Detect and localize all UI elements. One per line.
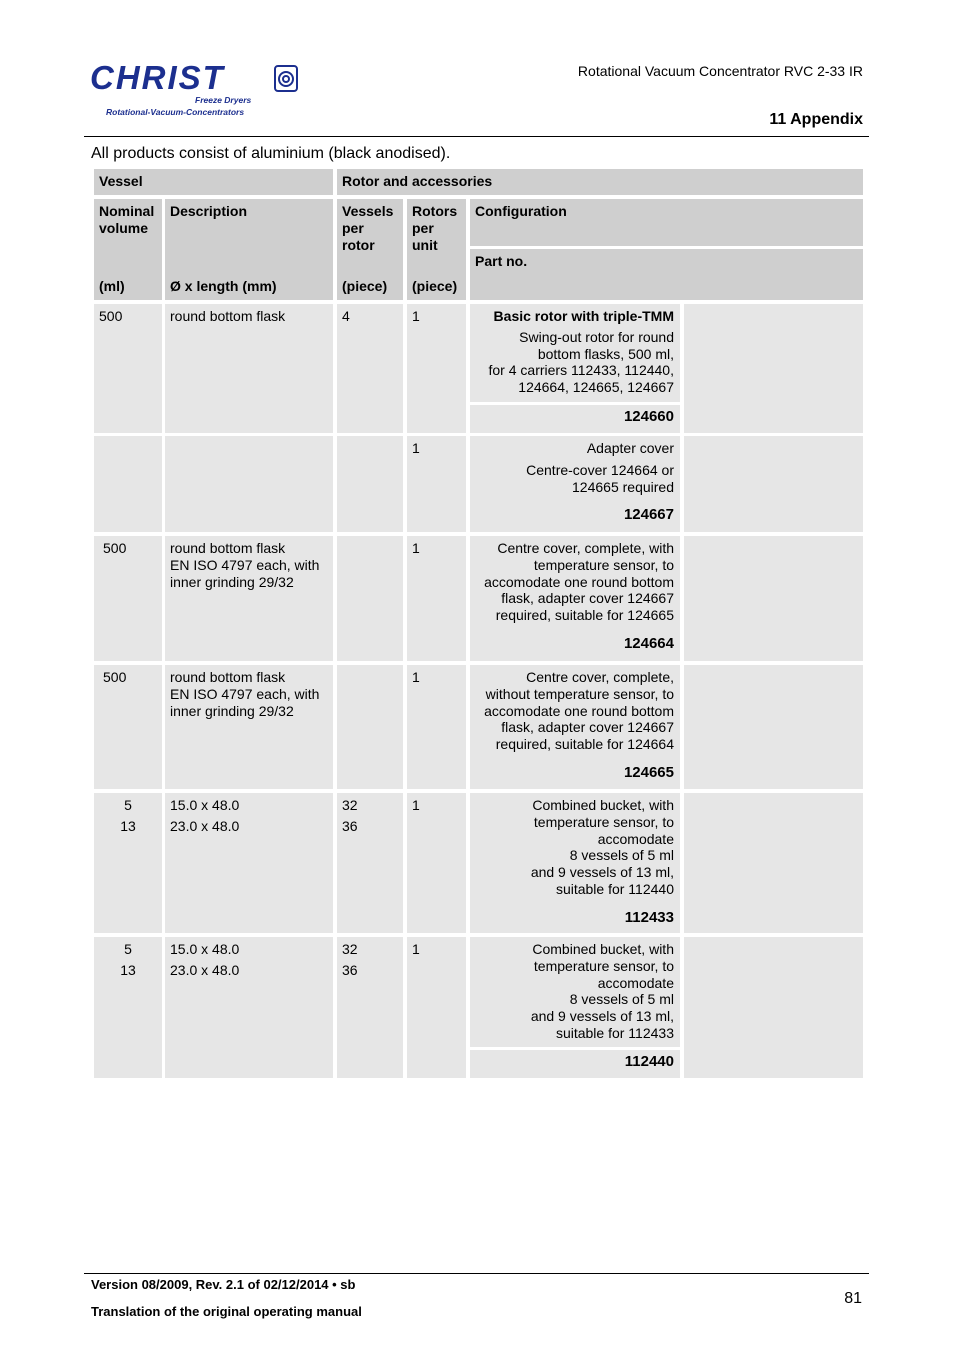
row-5-nominal-line: 5 (124, 797, 132, 813)
intro-text: All products consist of aluminium (black anodised). (91, 145, 451, 162)
row-4-description-line: EN ISO 4797 each, with (170, 685, 320, 702)
row-6-config-line: temperature sensor, to (533, 957, 674, 974)
row-5-configuration (470, 793, 680, 933)
logo-subtitle-rvc: Rotational-Vacuum-Concentrators (106, 107, 245, 117)
row-3-nominal-line: 500 (103, 540, 127, 556)
row-5-description-line: 15.0 x 48.0 (170, 797, 240, 813)
row-3-config-line: temperature sensor, to (533, 556, 674, 573)
row-3-config-line: required, suitable for 124665 (495, 607, 674, 624)
row-3-config-line: flask, adapter cover 124667 (501, 590, 674, 607)
row-5-config-line: 8 vessels of 5 ml (569, 847, 674, 864)
col-header-description-label: Description (170, 203, 248, 219)
row-3-rotors: 1 (407, 536, 466, 661)
document-title: Rotational Vacuum Concentrator RVC 2-33 IR (577, 63, 863, 79)
row-4-config-line: flask, adapter cover 124667 (501, 719, 674, 736)
row-2-blank (684, 436, 863, 532)
row-4-nominal-line: 500 (103, 669, 127, 685)
row-5-config-line: temperature sensor, to (533, 813, 674, 830)
row-5-config-line: suitable for 112440 (555, 880, 674, 897)
row-5-rotors: 1 (407, 793, 466, 933)
row-1-rotors: 1 (407, 304, 466, 433)
row-5-blank (684, 793, 863, 933)
row-6-config-line: and 9 vessels of 13 ml, (530, 1008, 674, 1025)
row-1-config-title: Basic rotor with triple-TMM (493, 308, 674, 324)
row-4-nominal (94, 665, 162, 789)
row-2-configuration (470, 436, 680, 532)
row-4-description-line: inner grinding 29/32 (170, 702, 294, 719)
col-unit-ml: (ml) (99, 278, 125, 295)
row-1-vessels-line: 4 (342, 308, 350, 324)
row-6-config-line: 8 vessels of 5 ml (569, 991, 674, 1008)
row-4-description-line: round bottom flask (170, 669, 286, 685)
col-header-rotors-label: Rotors per unit (412, 203, 458, 253)
row-4-config-line: without temperature sensor, to (485, 685, 674, 702)
col-header-nominal (94, 199, 162, 300)
row-3-config-line: accomodate one round bottom (484, 573, 674, 590)
row-6-vessels (337, 937, 403, 1078)
row-3-config-line: Centre cover, complete, with (497, 540, 674, 556)
row-6-description-line: 15.0 x 48.0 (170, 941, 240, 957)
christ-logo (90, 62, 320, 122)
col-unit-piece-2: (piece) (412, 278, 458, 295)
col-header-description (165, 199, 333, 300)
col-header-vessels-label: Vessels per rotor (342, 203, 394, 253)
col-header-partno: Part no. (470, 249, 863, 300)
row-4-config-line: accomodate one round bottom (484, 702, 674, 719)
row-1-description-line: round bottom flask (170, 308, 286, 324)
row-2-config-line: 124665 required (572, 478, 674, 495)
row-1-nominal (94, 304, 162, 433)
row-6-configuration (470, 937, 680, 1047)
row-1-vessels (337, 304, 403, 433)
row-1-blank (684, 304, 863, 433)
row-1-description (165, 304, 333, 433)
row-6-partno: 112440 (470, 1050, 680, 1078)
row-3-blank (684, 536, 863, 661)
col-unit-desc: Ø x length (mm) (170, 278, 277, 295)
row-4-config-line: required, suitable for 124664 (495, 736, 674, 753)
row-6-rotors: 1 (407, 937, 466, 1078)
row-2-vessels (337, 436, 403, 532)
row-6-config-line: Combined bucket, with (532, 941, 674, 957)
row-3-configuration (470, 536, 680, 661)
row-6-nominal-line: 13 (120, 961, 136, 978)
footer-divider (84, 1273, 869, 1274)
row-4-description (165, 665, 333, 789)
svg-text:CHRIST: CHRIST (90, 62, 225, 96)
row-5-config-line: and 9 vessels of 13 ml, (530, 864, 674, 881)
row-5-partno: 112433 (624, 908, 674, 926)
col-header-rotors (407, 199, 466, 300)
logo-subtitle-freeze: Freeze Dryers (195, 95, 252, 105)
row-2-config-line: Adapter cover (586, 440, 674, 456)
footer-translation: Translation of the original operating manual (91, 1304, 362, 1319)
row-5-description (165, 793, 333, 933)
row-1-config-line: 124664, 124665, 124667 (518, 379, 674, 396)
row-1-config-line: bottom flasks, 500 ml, (537, 345, 674, 362)
row-6-vessels-line: 36 (342, 961, 358, 978)
row-4-blank (684, 665, 863, 789)
row-5-vessels-line: 36 (342, 817, 358, 834)
row-5-vessels-line: 32 (342, 797, 358, 813)
row-2-description (165, 436, 333, 532)
row-5-nominal-line: 13 (120, 817, 136, 834)
row-6-blank (684, 937, 863, 1078)
row-2-config-line: Centre-cover 124664 or (526, 461, 674, 478)
section-title: 11 Appendix (769, 111, 863, 128)
row-6-config-line: accomodate (597, 974, 674, 991)
row-6-nominal-line: 5 (124, 941, 132, 957)
row-6-description-line: 23.0 x 48.0 (170, 961, 240, 978)
row-3-partno: 124664 (623, 634, 674, 652)
row-3-nominal (94, 536, 162, 661)
col-header-vessels (337, 199, 403, 300)
row-6-config-line: suitable for 112433 (555, 1024, 674, 1041)
row-3-description-line: inner grinding 29/32 (170, 573, 294, 590)
row-1-config-line: for 4 carriers 112433, 112440, (488, 362, 674, 379)
row-6-description (165, 937, 333, 1078)
row-2-partno: 124667 (623, 506, 674, 524)
row-5-vessels (337, 793, 403, 933)
col-header-configuration: Configuration (470, 199, 863, 246)
row-4-configuration (470, 665, 680, 789)
row-5-config-line: accomodate (597, 830, 674, 847)
group-header-rotor: Rotor and accessories (337, 169, 863, 195)
row-1-config-line: Swing-out rotor for round (519, 328, 674, 345)
row-1-nominal-line: 500 (99, 308, 123, 324)
row-1-configuration (470, 304, 680, 402)
row-1-partno: 124660 (470, 405, 680, 433)
page-number: 81 (844, 1290, 862, 1307)
col-header-nominal-label: Nominal volume (99, 203, 155, 236)
row-5-config-line: Combined bucket, with (532, 797, 674, 813)
row-4-partno: 124665 (623, 763, 674, 781)
row-2-nominal (94, 436, 162, 532)
christ-logo-icon (90, 62, 320, 96)
row-4-config-line: Centre cover, complete, (526, 669, 674, 685)
row-5-nominal (94, 793, 162, 933)
footer-version: Version 08/2009, Rev. 2.1 of 02/12/2014 • sb (91, 1277, 356, 1292)
row-3-vessels (337, 536, 403, 661)
row-6-nominal (94, 937, 162, 1078)
row-4-rotors: 1 (407, 665, 466, 789)
row-4-vessels (337, 665, 403, 789)
row-3-description (165, 536, 333, 661)
row-2-rotors: 1 (407, 436, 466, 532)
row-5-description-line: 23.0 x 48.0 (170, 817, 240, 834)
col-unit-piece: (piece) (342, 278, 388, 295)
group-header-vessel: Vessel (94, 169, 333, 195)
row-3-description-line: round bottom flask (170, 540, 286, 556)
header-divider (84, 136, 869, 137)
row-6-vessels-line: 32 (342, 941, 358, 957)
row-3-description-line: EN ISO 4797 each, with (170, 556, 320, 573)
